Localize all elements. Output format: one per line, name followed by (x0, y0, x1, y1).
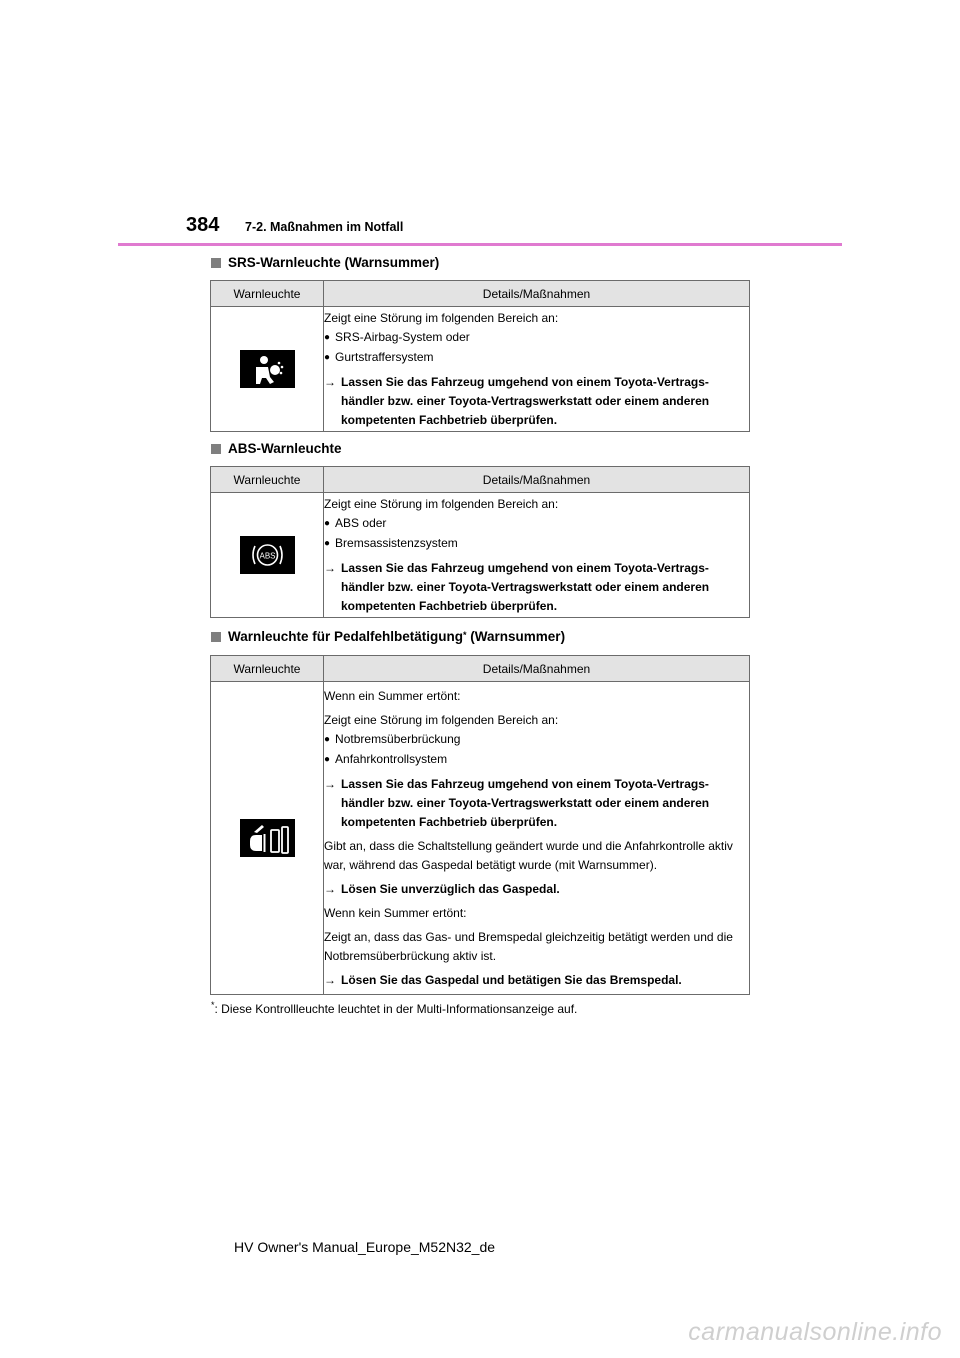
footer-manual-id: HV Owner's Manual_Europe_M52N32_de (234, 1239, 496, 1255)
section-heading-abs: ABS-Warnleuchte (211, 441, 342, 456)
abs-table (210, 466, 750, 618)
list-item: ● ABS oder (324, 514, 749, 534)
chapter-title: 7-2. Maßnahmen im Notfall (245, 220, 404, 234)
abs-icon-label: ABS (258, 551, 276, 561)
list-item: ● Gurtstraffersystem (324, 348, 749, 368)
details-cell: Zeigt eine Störung im folgenden Bereich an: ● SRS-Airbag-System oder ● Gurtstraffersystem → Lassen Sie das Fahrzeug umgehend von einem Toyota-Vertrags-händler bzw. einer Toyota-Vertragswerkstatt oder einem anderen kompetenten Fachbetrieb überprüfen. (324, 307, 750, 432)
table-header-row (211, 656, 750, 682)
action-text: → Lösen Sie das Gaspedal und betätigen Sie das Bremspedal. (324, 971, 749, 990)
list-item: ● Notbremsüberbrückung (324, 730, 749, 750)
list-item: ● Anfahrkontrollsystem (324, 750, 749, 770)
table-header-row (211, 281, 750, 307)
square-bullet-icon (211, 258, 221, 268)
arrow-icon: → (324, 374, 336, 389)
square-bullet-icon (211, 632, 221, 642)
details-cell: Zeigt eine Störung im folgenden Bereich an: ● ABS oder ● Bremsassistenzsystem → Lassen Sie das Fahrzeug umgehend von einem Toyota-Vertrags-händler bzw. einer Toyota-Vertragswerkstatt oder einem anderen kompetenten Fachbetrieb überprüfen. (324, 493, 750, 618)
action-text: → Lösen Sie unverzüglich das Gaspedal. (324, 880, 749, 899)
table-row (211, 682, 750, 995)
square-bullet-icon (211, 444, 221, 454)
srs-airbag-warning-icon (240, 350, 295, 388)
col-header-details: Details/Maßnahmen (324, 656, 750, 682)
arrow-icon: → (324, 972, 336, 987)
action-text: → Lassen Sie das Fahrzeug umgehend von einem Toyota-Vertrags-händler bzw. einer Toyota-Vertragswerkstatt oder einem anderen kompetenten Fachbetrieb überprüfen. (324, 374, 710, 427)
list-item: ● SRS-Airbag-System oder (324, 328, 749, 348)
section-heading-pedal: Warnleuchte für Pedalfehlbetätigung * (Warnsummer) (211, 629, 565, 644)
col-header-details: Details/Maßnahmen (324, 281, 750, 307)
table-row (211, 307, 750, 432)
col-header-warnleuchte: Warnleuchte (211, 656, 324, 682)
section-heading-srs: SRS-Warnleuchte (Warnsummer) (211, 255, 439, 270)
pedal-misapplication-warning-icon (240, 819, 295, 857)
col-header-warnleuchte: Warnleuchte (211, 281, 324, 307)
table-row (211, 493, 750, 618)
action-text: → Lassen Sie das Fahrzeug umgehend von einem Toyota-Vertrags-händler bzw. einer Toyota-Vertragswerkstatt oder einem anderen kompetenten Fachbetrieb überprüfen. (324, 776, 710, 829)
arrow-icon: → (324, 560, 336, 575)
table-header-row (211, 467, 750, 493)
list-item: ● Bremsassistenzsystem (324, 534, 749, 554)
arrow-icon: → (324, 776, 336, 791)
col-header-details: Details/Maßnahmen (324, 467, 750, 493)
abs-warning-icon (240, 536, 295, 574)
pedal-table (210, 655, 750, 995)
action-text: → Lassen Sie das Fahrzeug umgehend von einem Toyota-Vertrags-händler bzw. einer Toyota-Vertragswerkstatt oder einem anderen kompetenten Fachbetrieb überprüfen. (324, 560, 710, 613)
footnote: *: Diese Kontrollleuchte leuchtet in der Multi-Informationsanzeige auf. (211, 1000, 578, 1016)
details-cell: Wenn ein Summer ertönt: Zeigt eine Störung im folgenden Bereich an: ● Notbremsüberbrückung ● Anfahrkontrollsystem → Lassen Sie das Fahrzeug umgehend von einem Toyota-Vertrags-händler bzw. einer Toyota-Vertragswerkstatt oder einem anderen kompetenten Fachbetrieb überprüfen. Gibt an, dass die Schaltstellung geändert wurde und die Anfahrkontrolle aktiv war, während das Gaspedal betätigt wurde (mit Warnsummer). → Lösen Sie unverzüglich das Gaspedal. Wenn kein Summer ertönt: Zeigt an, dass das Gas- und Bremspedal gleichzeitig betätigt werden und die Notbremsüberbrückung aktiv ist. → Lösen Sie das Gaspedal und betätigen Sie das Bremspedal. (324, 682, 750, 995)
srs-table (210, 280, 750, 432)
watermark: carmanualsonline.info (688, 1318, 942, 1346)
arrow-icon: → (324, 881, 336, 896)
col-header-warnleuchte: Warnleuchte (211, 467, 324, 493)
page-number: 384 (186, 214, 220, 236)
header-rule (118, 243, 842, 246)
